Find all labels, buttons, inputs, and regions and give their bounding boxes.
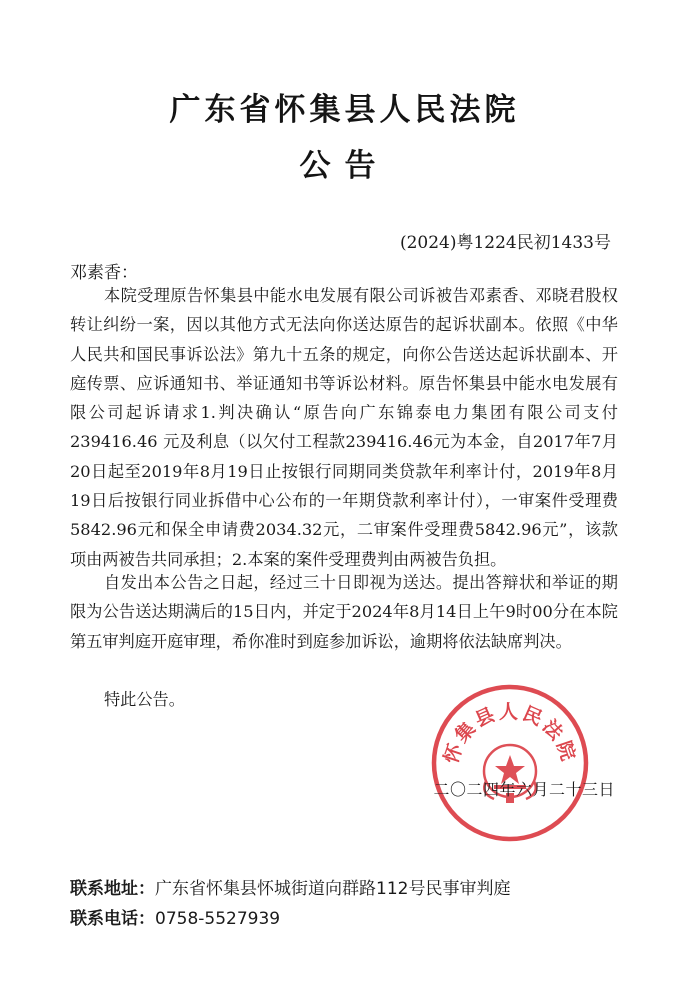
case-number: (2024)粤1224民初1433号: [399, 233, 611, 253]
contact-phone-label: 联系电话：: [70, 909, 155, 929]
contact-phone-value: 0758-5527939: [155, 909, 281, 929]
notice-paragraph-closing: 特此公告。: [104, 690, 185, 709]
court-seal-stamp: [430, 683, 590, 843]
court-name-heading: 广东省怀集县人民法院: [169, 92, 520, 128]
contact-address-value: 广东省怀集县怀城街道向群路112号民事审判庭: [155, 879, 511, 899]
document-type-heading: 公告: [299, 148, 390, 184]
notice-paragraph-deadline: 自发出本公告之日起，经过三十日即视为送达。提出答辩状和举证的期限为公告送达期满后的15日内，并定于2024年8月14日上午9时00分在本院第五审判庭开庭审理，希你准时到庭参加诉讼，逾期将依法缺席判决。: [70, 573, 618, 651]
addressee: 邓素香：: [70, 263, 138, 283]
contact-phone: [70, 904, 280, 929]
notice-paragraph-main: 本院受理原告怀集县中能水电发展有限公司诉被告邓素香、邓晓君股权转让纠纷一案，因以其他方式无法向你送达原告的起诉状副本。依照《中华人民共和国民事诉讼法》第九十五条的规定，向你公告送达起诉状副本、开庭传票、应诉通知书、举证通知书等诉讼材料。原告怀集县中能水电发展有限公司起诉请求1.判决确认“原告向广东锦泰电力集团有限公司支付 239416.46 元及利息（以欠付工程款239416.46元为本金，自2017年7月20日起至2019年8月19日止按银行同期同类贷款年利率计付，2019年8月19日后按银行同业拆借中心公布的一年期贷款利率计付），一审案件受理费5842.96元和保全申请费2034.32元，二审案件受理费5842.96元”，该款项由两被告共同承担；2.本案的案件受理费判由两被告负担。: [70, 286, 618, 569]
svg-text:怀集县人民法院: 怀集县人民法院: [440, 701, 580, 767]
contact-address: [70, 874, 510, 899]
issue-date: 二〇二四年六月二十三日: [433, 780, 615, 799]
contact-address-label: 联系地址：: [70, 879, 155, 899]
